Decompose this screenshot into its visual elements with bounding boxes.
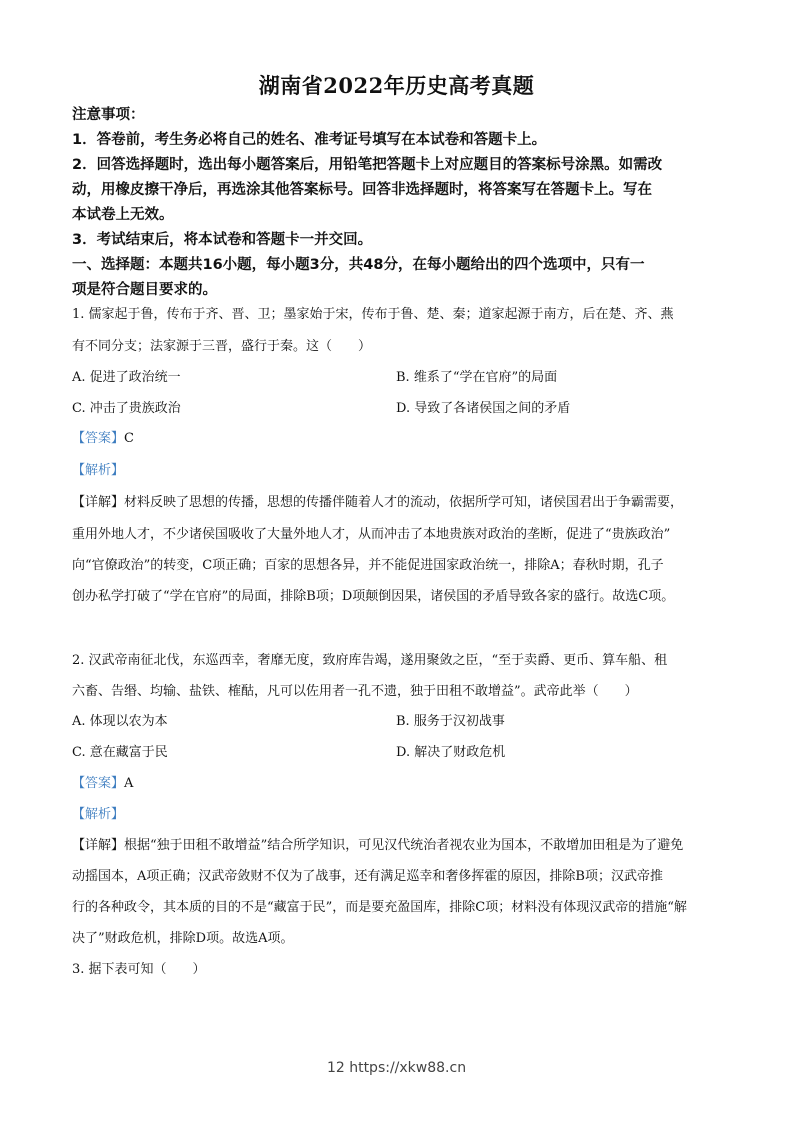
answer-row [72, 775, 133, 793]
option-b: B. 服务于汉初战事 [396, 714, 505, 729]
analysis-label: 【解析】 [72, 807, 125, 822]
note-line: 2．回答选择题时，选出每小题答案后，用铅笔把答题卡上对应题目的答案标号涂黑。如需改 [72, 157, 663, 173]
note-line: 3．考试结束后，将本试卷和答题卡一并交回。 [72, 232, 373, 248]
option-d: D. 导致了各诸侯国之间的矛盾 [396, 401, 571, 416]
question-stem: 六畜、告缗、均输、盐铁、榷酤，凡可以佐用者一孔不遗，独于田租不敢增益”。武帝此举（ ） [72, 684, 638, 699]
option-a: A. 体现以农为本 [72, 714, 168, 729]
answer-label: 【答案】 [72, 776, 125, 791]
option-c: C. 冲击了贵族政治 [72, 401, 181, 416]
answer-label: 【答案】 [72, 431, 125, 446]
option-c: C. 意在藏富于民 [72, 745, 168, 760]
detail-line: 创办私学打破了“学在官府”的局面，排除B项；D项颠倒因果，诸侯国的矛盾导致各家的盛行。故选C项。 [72, 589, 675, 604]
answer-value: C [124, 431, 134, 446]
question-stem: 2. 汉武帝南征北伐，东巡西幸，奢靡无度，致府库告竭，遂用聚敛之臣，“至于卖爵、更币、算车船、租 [72, 653, 668, 668]
detail-line: 决了”财政危机，排除D项。故选A项。 [72, 931, 294, 946]
page-footer: 12 https://xkw88.cn [326, 1060, 467, 1076]
option-a: A. 促进了政治统一 [72, 370, 181, 385]
page-title: 湖南省2022年历史高考真题 [258, 73, 535, 98]
detail-line: 动摇国本，A项正确；汉武帝敛财不仅为了战事，还有满足巡幸和奢侈挥霍的原因，排除B项；汉武帝推 [72, 869, 663, 884]
notes-heading: 注意事项： [72, 107, 145, 123]
answer-value: A [124, 776, 134, 791]
note-line: 1．答卷前，考生务必将自己的姓名、准考证号填写在本试卷和答题卡上。 [72, 132, 547, 148]
question-stem: 有不同分支；法家源于三晋，盛行于秦。这（ ） [72, 339, 372, 354]
section-heading: 一、选择题：本题共16小题，每小题3分，共48分，在每小题给出的四个选项中，只有一 [72, 257, 645, 273]
detail-line: 向“官僚政治”的转变，C项正确；百家的思想各异，并不能促进国家政治统一，排除A；春秋时期，孔子 [72, 558, 664, 573]
option-b: B. 维系了“学在官府”的局面 [396, 370, 558, 385]
question-stem: 1. 儒家起于鲁，传布于齐、晋、卫；墨家始于宋，传布于鲁、楚、秦；道家起源于南方，后在楚、齐、燕 [72, 307, 674, 322]
note-line: 动，用橡皮擦干净后，再选涂其他答案标号。回答非选择题时，将答案写在答题卡上。写在 [72, 182, 652, 198]
detail-line: 【详解】根据“独于田租不敢增益”结合所学知识，可见汉代统治者视农业为国本，不敢增加田租是为了避免 [72, 838, 684, 853]
option-d: D. 解决了财政危机 [396, 745, 506, 760]
section-heading: 项是符合题目要求的。 [72, 282, 217, 298]
analysis-label: 【解析】 [72, 463, 125, 478]
question-stem: 3. 据下表可知（ ） [72, 962, 206, 977]
detail-line: 行的各种政令，其本质的目的不是“藏富于民”，而是要充盈国库，排除C项；材料没有体现汉武帝的措施“解 [72, 900, 687, 915]
detail-line: 【详解】材料反映了思想的传播，思想的传播伴随着人才的流动，依据所学可知，诸侯国君出于争霸需要， [72, 495, 684, 510]
detail-line: 重用外地人才，不少诸侯国吸收了大量外地人才，从而冲击了本地贵族对政治的垄断，促进了“贵族政治” [72, 527, 671, 542]
answer-row [72, 430, 134, 448]
note-line: 本试卷上无效。 [72, 207, 174, 223]
